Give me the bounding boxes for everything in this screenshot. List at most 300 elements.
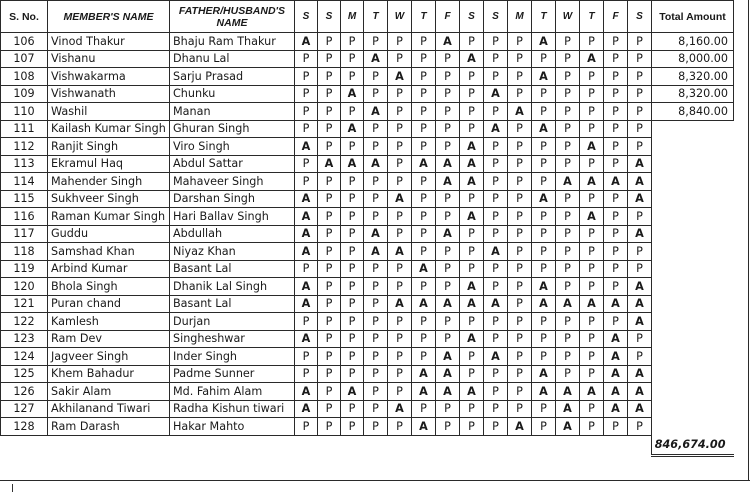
attendance-mark: P xyxy=(484,383,508,401)
row-father-name: Viro Singh xyxy=(170,138,295,156)
attendance-mark: P xyxy=(388,50,412,68)
attendance-mark: P xyxy=(364,260,388,278)
attendance-mark: A xyxy=(295,400,318,418)
row-total-amount xyxy=(652,120,734,138)
attendance-mark: P xyxy=(580,400,604,418)
attendance-mark: P xyxy=(364,400,388,418)
attendance-mark: A xyxy=(532,278,556,296)
row-sno: 123 xyxy=(1,330,48,348)
attendance-mark: A xyxy=(412,155,436,173)
attendance-mark: P xyxy=(580,243,604,261)
attendance-mark: P xyxy=(604,190,628,208)
attendance-mark: P xyxy=(388,208,412,226)
attendance-mark: P xyxy=(460,243,484,261)
attendance-mark: P xyxy=(460,225,484,243)
attendance-mark: P xyxy=(341,68,364,86)
row-total-amount: 8,000.00 xyxy=(652,50,734,68)
row-sno: 120 xyxy=(1,278,48,296)
row-member-name: Khem Bahadur xyxy=(48,365,170,383)
attendance-mark: P xyxy=(364,278,388,296)
table-row xyxy=(1,138,734,156)
attendance-mark: P xyxy=(508,260,532,278)
row-total-amount xyxy=(652,400,734,418)
attendance-mark: P xyxy=(508,313,532,331)
attendance-mark: P xyxy=(556,120,580,138)
attendance-mark: P xyxy=(556,278,580,296)
row-sno: 106 xyxy=(1,33,48,51)
row-member-name: Mahender Singh xyxy=(48,173,170,191)
attendance-mark: P xyxy=(580,120,604,138)
attendance-mark: P xyxy=(388,225,412,243)
attendance-mark: P xyxy=(484,365,508,383)
attendance-mark: P xyxy=(604,103,628,121)
attendance-mark: P xyxy=(508,33,532,51)
attendance-mark: P xyxy=(580,85,604,103)
attendance-mark: P xyxy=(436,50,460,68)
header-row xyxy=(1,1,734,33)
attendance-mark: P xyxy=(295,418,318,436)
attendance-mark: P xyxy=(318,120,341,138)
attendance-mark: P xyxy=(508,400,532,418)
attendance-mark: P xyxy=(532,155,556,173)
attendance-mark: P xyxy=(364,190,388,208)
attendance-mark: P xyxy=(388,173,412,191)
row-sno: 118 xyxy=(1,243,48,261)
attendance-mark: P xyxy=(604,208,628,226)
row-member-name: Samshad Khan xyxy=(48,243,170,261)
attendance-mark: P xyxy=(556,225,580,243)
attendance-mark: P xyxy=(460,365,484,383)
attendance-mark: A xyxy=(460,138,484,156)
attendance-mark: A xyxy=(460,383,484,401)
attendance-mark: A xyxy=(412,383,436,401)
attendance-mark: P xyxy=(436,208,460,226)
attendance-mark: A xyxy=(604,383,628,401)
row-father-name: Inder Singh xyxy=(170,348,295,366)
attendance-mark: P xyxy=(508,225,532,243)
attendance-mark: P xyxy=(436,260,460,278)
table-row xyxy=(1,68,734,86)
attendance-mark: P xyxy=(484,400,508,418)
header-sno: S. No. xyxy=(1,1,48,33)
table-row xyxy=(1,190,734,208)
attendance-mark: P xyxy=(412,50,436,68)
attendance-mark: A xyxy=(556,173,580,191)
header-father-name: FATHER/HUSBAND'S NAME xyxy=(170,1,295,33)
attendance-mark: P xyxy=(556,68,580,86)
attendance-mark: A xyxy=(532,295,556,313)
attendance-mark: P xyxy=(460,260,484,278)
header-day: S xyxy=(484,1,508,33)
attendance-mark: P xyxy=(532,225,556,243)
attendance-mark: P xyxy=(436,330,460,348)
row-sno: 115 xyxy=(1,190,48,208)
attendance-mark: P xyxy=(556,348,580,366)
row-total-amount xyxy=(652,365,734,383)
attendance-mark: P xyxy=(628,68,652,86)
attendance-mark: P xyxy=(364,418,388,436)
attendance-mark: A xyxy=(364,225,388,243)
attendance-mark: P xyxy=(556,155,580,173)
attendance-mark: P xyxy=(628,33,652,51)
page-edge-line xyxy=(748,0,749,480)
attendance-mark: P xyxy=(532,348,556,366)
attendance-mark: P xyxy=(388,278,412,296)
attendance-mark: A xyxy=(628,190,652,208)
attendance-mark: A xyxy=(341,85,364,103)
attendance-mark: P xyxy=(318,225,341,243)
attendance-mark: P xyxy=(580,155,604,173)
row-sno: 126 xyxy=(1,383,48,401)
row-father-name: Hari Ballav Singh xyxy=(170,208,295,226)
attendance-mark: P xyxy=(341,243,364,261)
attendance-mark: P xyxy=(318,68,341,86)
attendance-mark: P xyxy=(460,68,484,86)
attendance-mark: P xyxy=(604,50,628,68)
attendance-mark: P xyxy=(388,33,412,51)
row-sno: 113 xyxy=(1,155,48,173)
attendance-mark: A xyxy=(436,33,460,51)
attendance-mark: P xyxy=(628,120,652,138)
attendance-mark: P xyxy=(318,278,341,296)
attendance-mark: P xyxy=(341,50,364,68)
attendance-mark: P xyxy=(364,348,388,366)
attendance-mark: P xyxy=(341,365,364,383)
attendance-mark: A xyxy=(604,365,628,383)
attendance-mark: P xyxy=(556,103,580,121)
row-member-name: Vishanu xyxy=(48,50,170,68)
attendance-mark: A xyxy=(628,383,652,401)
attendance-mark: P xyxy=(508,295,532,313)
attendance-mark: P xyxy=(341,418,364,436)
attendance-mark: P xyxy=(556,138,580,156)
attendance-mark: P xyxy=(508,243,532,261)
row-total-amount xyxy=(652,225,734,243)
row-member-name: Sukhveer Singh xyxy=(48,190,170,208)
attendance-mark: P xyxy=(364,173,388,191)
attendance-mark: P xyxy=(484,313,508,331)
attendance-mark: P xyxy=(604,243,628,261)
attendance-mark: P xyxy=(436,68,460,86)
attendance-mark: P xyxy=(412,400,436,418)
header-day: W xyxy=(556,1,580,33)
attendance-mark: P xyxy=(364,208,388,226)
row-sno: 117 xyxy=(1,225,48,243)
attendance-mark: A xyxy=(460,208,484,226)
row-total-amount xyxy=(652,138,734,156)
attendance-mark: P xyxy=(436,120,460,138)
attendance-mark: P xyxy=(388,120,412,138)
attendance-mark: P xyxy=(508,120,532,138)
row-father-name: Basant Lal xyxy=(170,260,295,278)
attendance-mark: P xyxy=(532,85,556,103)
attendance-mark: P xyxy=(580,260,604,278)
attendance-mark: A xyxy=(364,50,388,68)
attendance-mark: A xyxy=(436,295,460,313)
table-row xyxy=(1,33,734,51)
attendance-mark: A xyxy=(628,225,652,243)
attendance-mark: P xyxy=(580,225,604,243)
table-row xyxy=(1,400,734,418)
scan-mark xyxy=(12,484,13,492)
attendance-mark: A xyxy=(604,400,628,418)
attendance-mark: A xyxy=(484,120,508,138)
attendance-mark: P xyxy=(508,383,532,401)
attendance-mark: P xyxy=(508,138,532,156)
attendance-mark: P xyxy=(556,50,580,68)
header-day: T xyxy=(580,1,604,33)
header-member-name: MEMBER'S NAME xyxy=(48,1,170,33)
attendance-mark: P xyxy=(318,33,341,51)
attendance-mark: P xyxy=(412,313,436,331)
attendance-mark: P xyxy=(556,313,580,331)
attendance-mark: P xyxy=(295,173,318,191)
attendance-mark: P xyxy=(484,155,508,173)
grand-total-row xyxy=(1,435,734,455)
attendance-mark: P xyxy=(341,190,364,208)
attendance-mark: A xyxy=(532,365,556,383)
row-father-name: Ghuran Singh xyxy=(170,120,295,138)
attendance-mark: P xyxy=(412,190,436,208)
header-day: F xyxy=(436,1,460,33)
attendance-mark: P xyxy=(341,225,364,243)
attendance-mark: P xyxy=(604,225,628,243)
row-father-name: Basant Lal xyxy=(170,295,295,313)
attendance-mark: P xyxy=(318,208,341,226)
attendance-mark: P xyxy=(484,68,508,86)
attendance-mark: A xyxy=(341,120,364,138)
attendance-mark: P xyxy=(628,208,652,226)
attendance-mark: A xyxy=(532,190,556,208)
attendance-mark: P xyxy=(295,103,318,121)
row-total-amount xyxy=(652,190,734,208)
attendance-mark: P xyxy=(628,103,652,121)
attendance-mark: P xyxy=(295,50,318,68)
header-day: T xyxy=(532,1,556,33)
attendance-mark: P xyxy=(604,418,628,436)
attendance-mark: P xyxy=(628,50,652,68)
header-day: T xyxy=(412,1,436,33)
attendance-mark: P xyxy=(484,138,508,156)
row-sno: 125 xyxy=(1,365,48,383)
attendance-mark: P xyxy=(604,68,628,86)
attendance-mark: P xyxy=(628,330,652,348)
row-member-name: Ram Dev xyxy=(48,330,170,348)
row-father-name: Hakar Mahto xyxy=(170,418,295,436)
attendance-mark: P xyxy=(318,190,341,208)
attendance-mark: P xyxy=(388,103,412,121)
table-row xyxy=(1,120,734,138)
row-total-amount xyxy=(652,295,734,313)
row-sno: 114 xyxy=(1,173,48,191)
attendance-mark: P xyxy=(412,225,436,243)
attendance-mark: P xyxy=(318,400,341,418)
attendance-mark: A xyxy=(556,418,580,436)
attendance-mark: P xyxy=(412,330,436,348)
row-sno: 122 xyxy=(1,313,48,331)
table-row xyxy=(1,103,734,121)
attendance-mark: P xyxy=(604,260,628,278)
attendance-mark: A xyxy=(484,348,508,366)
attendance-mark: P xyxy=(318,85,341,103)
attendance-mark: P xyxy=(412,278,436,296)
bottom-rule xyxy=(0,480,750,481)
row-father-name: Darshan Singh xyxy=(170,190,295,208)
attendance-mark: A xyxy=(628,313,652,331)
attendance-mark: P xyxy=(318,173,341,191)
attendance-mark: A xyxy=(484,295,508,313)
table-row xyxy=(1,50,734,68)
attendance-mark: P xyxy=(580,313,604,331)
attendance-mark: P xyxy=(580,278,604,296)
row-member-name: Jagveer Singh xyxy=(48,348,170,366)
attendance-mark: P xyxy=(508,348,532,366)
attendance-mark: P xyxy=(436,103,460,121)
attendance-mark: A xyxy=(580,383,604,401)
row-total-amount xyxy=(652,278,734,296)
attendance-mark: P xyxy=(604,33,628,51)
row-member-name: Akhilanand Tiwari xyxy=(48,400,170,418)
attendance-mark: P xyxy=(628,418,652,436)
row-father-name: Durjan xyxy=(170,313,295,331)
attendance-mark: P xyxy=(364,330,388,348)
attendance-mark: P xyxy=(556,330,580,348)
attendance-mark: P xyxy=(318,418,341,436)
attendance-mark: P xyxy=(556,365,580,383)
attendance-mark: P xyxy=(341,295,364,313)
row-sno: 109 xyxy=(1,85,48,103)
row-member-name: Kamlesh xyxy=(48,313,170,331)
row-total-amount xyxy=(652,155,734,173)
attendance-mark: P xyxy=(388,348,412,366)
row-member-name: Ranjit Singh xyxy=(48,138,170,156)
table-row xyxy=(1,330,734,348)
attendance-mark: A xyxy=(532,33,556,51)
table-row xyxy=(1,208,734,226)
attendance-mark: A xyxy=(604,173,628,191)
row-member-name: Arbind Kumar xyxy=(48,260,170,278)
row-member-name: Raman Kumar Singh xyxy=(48,208,170,226)
attendance-mark: P xyxy=(460,33,484,51)
attendance-mark: P xyxy=(364,313,388,331)
attendance-mark: P xyxy=(364,365,388,383)
attendance-mark: P xyxy=(364,68,388,86)
attendance-mark: P xyxy=(388,418,412,436)
attendance-mark: A xyxy=(412,365,436,383)
attendance-mark: A xyxy=(460,295,484,313)
attendance-mark: A xyxy=(295,190,318,208)
row-total-amount xyxy=(652,383,734,401)
attendance-mark: A xyxy=(364,243,388,261)
header-day: S xyxy=(318,1,341,33)
row-father-name: Dhanik Lal Singh xyxy=(170,278,295,296)
attendance-mark: P xyxy=(508,278,532,296)
row-total-amount: 8,320.00 xyxy=(652,85,734,103)
attendance-mark: P xyxy=(412,68,436,86)
attendance-mark: P xyxy=(508,68,532,86)
attendance-mark: P xyxy=(508,208,532,226)
attendance-mark: P xyxy=(388,85,412,103)
row-sno: 124 xyxy=(1,348,48,366)
row-father-name: Mahaveer Singh xyxy=(170,173,295,191)
table-row xyxy=(1,85,734,103)
attendance-mark: P xyxy=(532,138,556,156)
table-row xyxy=(1,418,734,436)
attendance-mark: P xyxy=(388,138,412,156)
attendance-mark: A xyxy=(436,365,460,383)
attendance-mark: P xyxy=(604,313,628,331)
row-member-name: Kailash Kumar Singh xyxy=(48,120,170,138)
attendance-mark: A xyxy=(295,225,318,243)
table-row xyxy=(1,348,734,366)
row-father-name: Abdul Sattar xyxy=(170,155,295,173)
attendance-mark: A xyxy=(508,103,532,121)
attendance-mark: A xyxy=(628,173,652,191)
attendance-mark: A xyxy=(295,33,318,51)
attendance-mark: P xyxy=(484,50,508,68)
attendance-mark: P xyxy=(484,103,508,121)
attendance-mark: P xyxy=(436,138,460,156)
attendance-mark: P xyxy=(556,33,580,51)
attendance-mark: P xyxy=(436,85,460,103)
attendance-mark: P xyxy=(341,313,364,331)
attendance-mark: A xyxy=(580,208,604,226)
attendance-mark: P xyxy=(484,225,508,243)
attendance-mark: P xyxy=(412,173,436,191)
attendance-mark: P xyxy=(341,330,364,348)
attendance-mark: P xyxy=(580,103,604,121)
attendance-mark: P xyxy=(556,190,580,208)
attendance-mark: P xyxy=(556,260,580,278)
attendance-mark: P xyxy=(318,365,341,383)
row-sno: 112 xyxy=(1,138,48,156)
attendance-mark: P xyxy=(388,330,412,348)
header-day: F xyxy=(604,1,628,33)
attendance-mark: A xyxy=(556,295,580,313)
attendance-mark: A xyxy=(460,173,484,191)
attendance-mark: P xyxy=(295,155,318,173)
attendance-mark: A xyxy=(460,278,484,296)
attendance-mark: P xyxy=(580,418,604,436)
attendance-mark: A xyxy=(295,295,318,313)
row-total-amount xyxy=(652,243,734,261)
row-total-amount xyxy=(652,330,734,348)
table-row xyxy=(1,173,734,191)
attendance-mark: P xyxy=(604,278,628,296)
header-day: W xyxy=(388,1,412,33)
attendance-mark: A xyxy=(460,155,484,173)
row-father-name: Chunku xyxy=(170,85,295,103)
attendance-mark: P xyxy=(460,190,484,208)
attendance-mark: P xyxy=(580,68,604,86)
attendance-mark: A xyxy=(388,190,412,208)
attendance-mark: P xyxy=(580,33,604,51)
attendance-mark: P xyxy=(484,260,508,278)
attendance-mark: A xyxy=(388,400,412,418)
attendance-mark: P xyxy=(318,313,341,331)
attendance-mark: P xyxy=(388,260,412,278)
attendance-mark: P xyxy=(508,330,532,348)
attendance-mark: A xyxy=(628,365,652,383)
table-row xyxy=(1,295,734,313)
row-sno: 111 xyxy=(1,120,48,138)
attendance-mark: P xyxy=(532,330,556,348)
attendance-mark: A xyxy=(295,243,318,261)
attendance-mark: A xyxy=(412,295,436,313)
attendance-mark: A xyxy=(604,295,628,313)
attendance-mark: A xyxy=(484,243,508,261)
attendance-mark: A xyxy=(412,418,436,436)
